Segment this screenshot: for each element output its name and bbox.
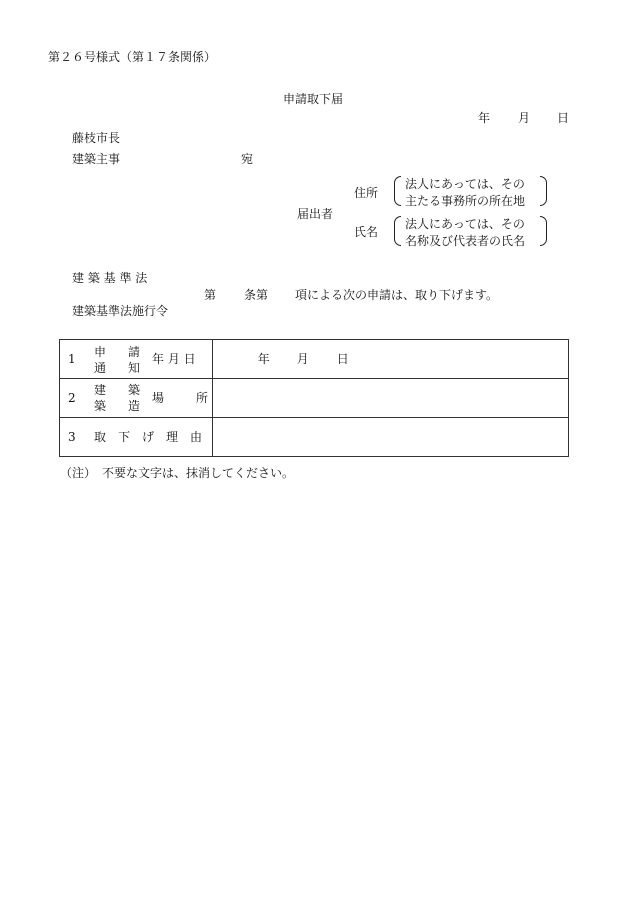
date-day-label: 日 <box>557 111 570 125</box>
law-building-standards-act: 建 築 基 準 法 <box>72 271 148 285</box>
row1-bottom-a: 通 <box>94 361 107 375</box>
addressee-mayor: 藤枝市長 <box>72 131 121 145</box>
table-row-reason <box>60 418 569 457</box>
statement-clause: 条第 <box>244 288 269 302</box>
row2-top-a: 建 <box>94 383 107 397</box>
value-cell-application-date[interactable] <box>212 340 568 379</box>
footnote: （注） 不要な文字は、抹消してください。 <box>60 466 295 480</box>
row1-bottom-b: 知 <box>128 361 141 375</box>
row3-label: 取 下 げ 理 由 <box>94 430 203 444</box>
row2-bottom-b: 造 <box>128 399 141 413</box>
value-year-label: 年 <box>257 352 270 366</box>
law-enforcement-order: 建築基準法施行令 <box>72 304 169 318</box>
page-title: 申請取下届 <box>283 92 344 106</box>
value-day-label: 日 <box>336 352 349 366</box>
address-label: 住所 <box>354 186 379 200</box>
address-note-line1: 法人にあっては、その <box>405 177 525 191</box>
table-row-application-date <box>60 340 569 379</box>
row1-top-a: 申 <box>94 345 107 359</box>
label-cell-application-date <box>60 340 213 379</box>
label-cell-reason <box>60 418 213 457</box>
name-note-line2: 名称及び代表者の氏名 <box>405 234 526 248</box>
name-bracket-left <box>394 216 401 246</box>
row-number: 3 <box>68 430 76 444</box>
value-cell-site[interactable] <box>212 379 568 418</box>
address-note-line2: 主たる事務所の所在地 <box>405 194 526 208</box>
statement-text: 項による次の申請は、取り下げます。 <box>295 288 499 302</box>
table-row-site <box>60 379 569 418</box>
label-cell-site <box>60 379 213 418</box>
row1-top-b: 請 <box>128 345 141 359</box>
row-number: 2 <box>68 391 76 405</box>
name-label: 氏名 <box>354 225 379 239</box>
addressee-building-official: 建築主事 <box>72 152 121 166</box>
applicant-label: 届出者 <box>297 207 334 221</box>
address-bracket-right <box>540 176 547 206</box>
row2-bottom-a: 築 <box>94 399 107 413</box>
row2-top-b: 築 <box>128 383 141 397</box>
row2-suffix-a: 場 <box>152 391 165 405</box>
addressee-honorific: 宛 <box>241 152 254 166</box>
name-note-line1: 法人にあっては、その <box>405 217 525 231</box>
value-month-label: 月 <box>296 352 309 366</box>
form-number: 第２６号様式（第１７条関係） <box>48 50 217 64</box>
address-bracket-left <box>394 176 401 206</box>
row1-suffix: 年 月 日 <box>152 352 196 366</box>
statement-article: 第 <box>204 288 217 302</box>
date-year-label: 年 <box>478 111 491 125</box>
name-bracket-right <box>540 216 547 246</box>
row2-suffix-b: 所 <box>196 391 209 405</box>
application-table <box>59 339 569 457</box>
row-number: 1 <box>68 352 76 366</box>
date-month-label: 月 <box>518 111 531 125</box>
value-cell-reason[interactable] <box>212 418 568 457</box>
